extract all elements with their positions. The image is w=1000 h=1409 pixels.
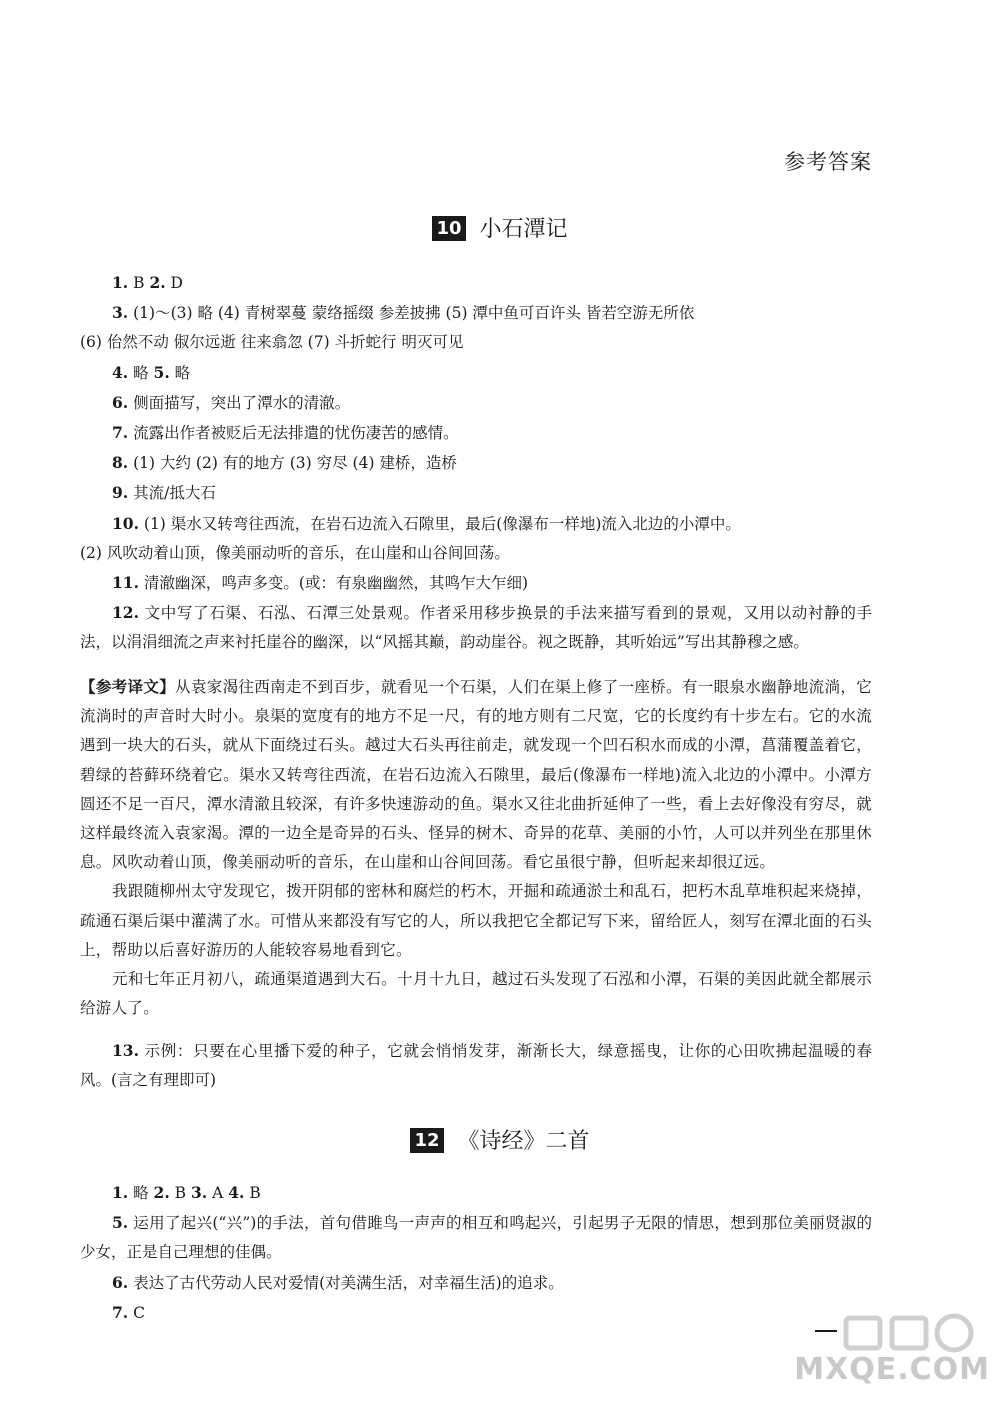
answer-13 [80,1036,872,1095]
section-title: 小石潭记 [479,217,568,242]
section-number-badge: 12 [410,1128,443,1153]
section-number-badge: 10 [432,216,465,241]
answer-line: (2) 风吹动着山顶，像美丽动听的音乐，在山崖和山谷间回荡。 [80,543,510,562]
answer-line: 11. 清澈幽深，鸣声多变。(或：有泉幽幽然，其鸣乍大乍细) [112,573,528,593]
answer-line: 10. (1) 渠水又转弯往西流，在岩石边流入石隙里，最后(像瀑布一样地)流入北边的小潭中。 [112,513,741,533]
section-12-heading [0,1124,1000,1155]
section-10-heading [0,212,1000,243]
section-title: 《诗经》二首 [457,1129,590,1154]
answer-line: 7. C [112,1302,145,1322]
answer-line: (6) 佁然不动 俶尔远逝 往来翕忽 (7) 斗折蛇行 明灭可见 [80,333,464,352]
answer-line: 5. 运用了起兴(“兴”)的手法，首句借雎鸟一声声的相互和鸣起兴，引起男子无限的情思，想到那位美丽贤淑的少女，正是自己理想的佳偶。 [80,1213,872,1262]
answer-line: 1. 略 2. B 3. A 4. B [112,1183,261,1202]
answer-line: 6. 侧面描写，突出了潭水的清澈。 [112,392,351,412]
running-header: 参考答案 [784,150,872,174]
translation-tag: 【参考译文】 [80,677,176,696]
answer-line: 8. (1) 大约 (2) 有的地方 (3) 穷尽 (4) 建桥，造桥 [112,453,457,473]
translation-paragraph: 元和七年正月初八，疏通渠道遇到大石。十月十九日，越过石头发现了石泓和小潭，石渠的美因此就全都展示给游人了。 [80,970,872,1018]
answer-line: 13. 示例：只要在心里播下爱的种子，它就会悄悄发芽，渐渐长大，绿意摇曳，让你的心田吹拂起温暖的春风。(言之有理即可) [80,1041,872,1090]
section-12-answers [80,1178,872,1328]
translation-paragraph: 我跟随柳州太守发现它，拨开阴郁的密林和腐烂的朽木，开掘和疏通淤土和乱石，把朽木乱草堆积起来烧掉，疏通石渠后渠中灌满了水。可惜从来都没有写它的人，所以我把它全都记写下来，留给匠人，刻写在潭北面的石头上，帮助以后喜好游历的人能较容易地看到它。 [80,882,872,959]
answer-line: 1. B 2. D [112,273,183,292]
answer-line: 4. 略 5. 略 [112,362,191,382]
translation-paragraph: 【参考译文】从袁家渴往西南走不到百步，就看见一个石渠，人们在渠上修了一座桥。有一眼泉水幽静地流淌，它流淌时的声音时大时小。泉渠的宽度有的地方不足一尺，有的地方则有二尺宽，它的长度约有十步左右。它的水流遇到一块大的石头，就从下面绕过石头。越过大石头再往前走，就发现一个凹石积水而成的小潭，菖蒲覆盖着它，碧绿的苔藓环绕着它。渠水又转弯往西流，在岩石边流入石隙里，最后(像瀑布一样地)流入北边的小潭中。小潭方圆还不足一百尺，潭水清澈且较深，有许多快速游动的鱼。渠水又往北曲折延伸了一些，看上去好像没有穷尽，就这样最终流入袁家渴。潭的一边全是奇异的石头、怪异的树木、奇异的花草、美丽的小竹，人可以并列坐在那里休息。风吹动着山顶，像美丽动听的音乐，在山崖和山谷间回荡。看它虽很宁静，但听起来却很辽远。 [80,677,872,872]
watermark-text: MXQE.COM [794,1352,990,1387]
answer-line: 6. 表达了古代劳动人民对爱情(对美满生活，对幸福生活)的追求。 [112,1272,564,1292]
answer-line: 9. 其流/抵大石 [112,483,216,503]
answer-line: 3. (1)～(3) 略 (4) 青树翠蔓 蒙络摇缀 参差披拂 (5) 潭中鱼可百许头 皆若空游无所依 [112,303,695,323]
section-10-answers [80,268,872,658]
reference-translation [80,672,872,1023]
answer-line: 12. 文中写了石渠、石泓、石潭三处景观。作者采用移步换景的手法来描写看到的景观，又用以动衬静的手法，以涓涓细流之声来衬托崖谷的幽深，以“风摇其巅，韵动崖谷。视之既静，其听始远”写出其静穆之感。 [80,603,872,652]
answer-line: 7. 流露出作者被贬后无法排遣的忧伤凄苦的感情。 [112,423,459,443]
